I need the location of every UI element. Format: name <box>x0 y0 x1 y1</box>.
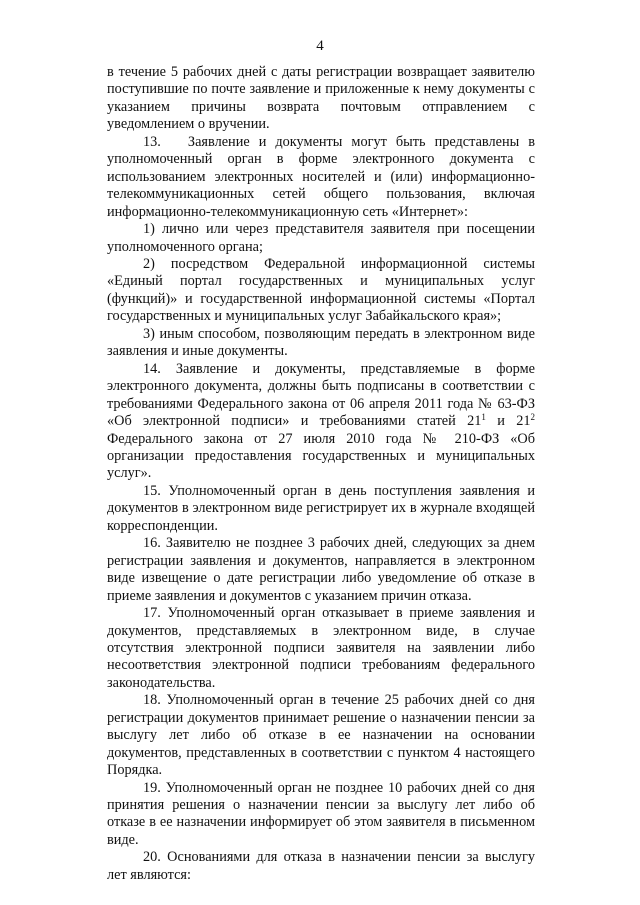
paragraph-text: 13. Заявление и документы могут быть представлены в уполномоченный орган в форме электронного документа с использованием электронных носителей и (или) информационно-телекоммуникационных сетей общего пользования, включая информационно-телекоммуникационную сеть «Интернет»: <box>107 133 535 220</box>
paragraph-text: 15. Уполномоченный орган в день поступления заявления и документов в электронном виде регистрирует их в журнале входящей корреспонденции. <box>107 482 535 534</box>
superscript: 1 <box>481 412 486 423</box>
paragraph-text: 20. Основаниями для отказа в назначении пенсии за выслугу лет являются: <box>107 849 535 883</box>
paragraph-text: Федерального закона от 27 июля 2010 года № 210-ФЗ «Об организации предоставления государственных и муниципальных услуг». <box>107 430 535 482</box>
paragraph <box>107 780 535 850</box>
paragraph-text: 1) лично или через представителя заявителя при посещении уполномоченного органа; <box>107 221 535 255</box>
paragraph <box>107 134 535 221</box>
paragraph-text: 3) иным способом, позволяющим передать в электронном виде заявления и иные документы. <box>107 325 535 360</box>
paragraph <box>107 692 535 779</box>
paragraph-text: 2) посредством Федеральной информационной системы «Единый портал государственных и муниципальных услуг (функций)» и государственной информационной системы «Портал государственных и муниципальных услуг Забайкальского края»; <box>107 255 535 325</box>
paragraph-text: 18. Уполномоченный орган в течение 25 рабочих дней со дня регистрации документов принимает решение о назначении пенсии за выслугу лет либо об отказе в ее назначении на основании документов, представленных в соответствии с пунктом 4 настоящего Порядка. <box>107 692 535 779</box>
paragraph <box>107 535 535 605</box>
paragraph <box>107 221 535 256</box>
paragraph-text: в течение 5 рабочих дней с даты регистрации возвращает заявителю поступившие по почте заявление и приложенные к нему документы с указанием причины возврата почтовым отправлением с уведомлением о вручении. <box>107 64 535 133</box>
paragraph <box>107 326 535 361</box>
paragraph-text: 14. Заявление и документы, представляемые в форме электронного документа, должны быть подписаны в соответствии с требованиями Федерального закона от 06 апреля 2011 года № 63-ФЗ «Об электронной подписи» и требованиями статей 21 <box>107 360 535 430</box>
paragraph <box>107 849 535 884</box>
document-body <box>107 64 535 884</box>
superscript: 2 <box>530 412 535 423</box>
paragraph <box>107 483 535 535</box>
paragraph-text: и 21 <box>485 413 531 430</box>
page-number: 4 <box>316 38 324 54</box>
paragraph <box>107 256 535 326</box>
paragraph <box>107 64 535 134</box>
paragraph-text: 19. Уполномоченный орган не позднее 10 рабочих дней со дня принятия решения о назначении пенсии за выслугу лет либо об отказе в ее назначении информирует об этом заявителя в письменном виде. <box>107 779 535 848</box>
paragraph-text: 16. Заявителю не позднее 3 рабочих дней, следующих за днем регистрации заявления и документов, направляется в электронном виде извещение о дате регистрации либо уведомление об отказе в приеме заявления и документов с указанием причин отказа. <box>107 535 535 604</box>
paragraph <box>107 361 535 483</box>
paragraph <box>107 605 535 692</box>
paragraph-text: 17. Уполномоченный орган отказывает в приеме заявления и документов, представляемых в электронном виде, в случае отсутствия электронной подписи заявителя на заявлении либо несоответствия электронной подписи требованиям федерального законодательства. <box>107 605 535 691</box>
